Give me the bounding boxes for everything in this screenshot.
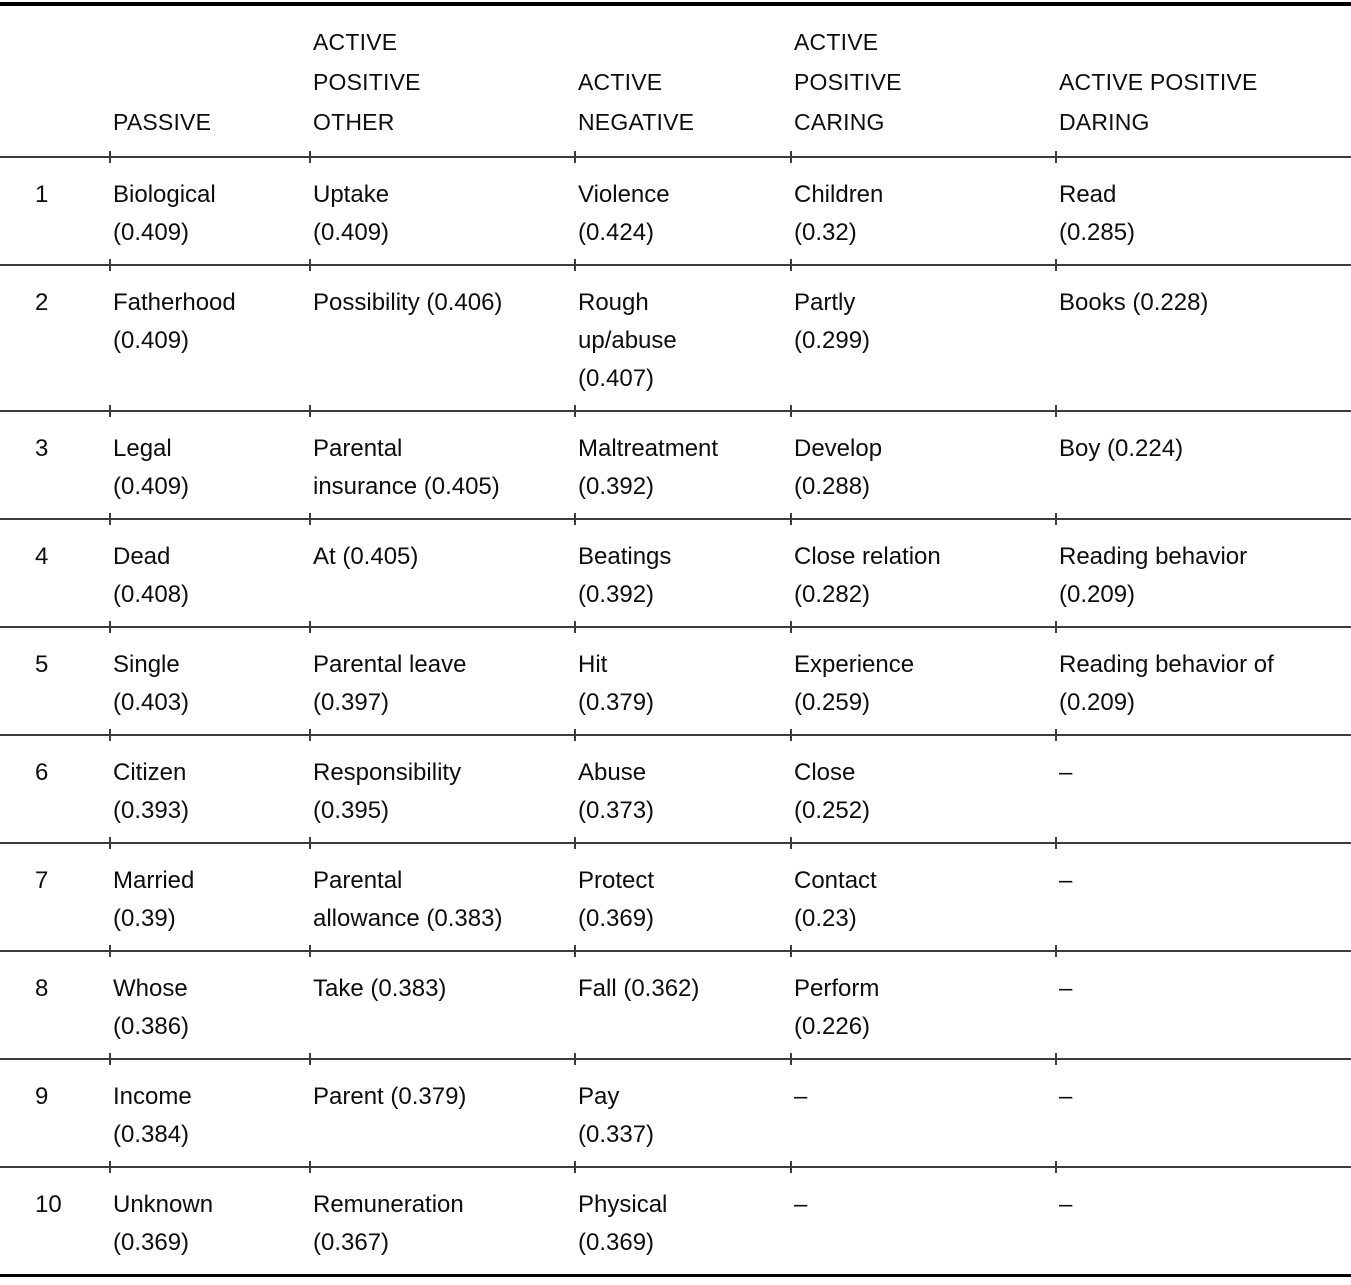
cell-line: – <box>794 1191 808 1218</box>
cell-line: (0.209) <box>1059 581 1136 608</box>
table-row <box>0 518 1351 626</box>
cell-line: Physical <box>578 1191 668 1218</box>
cell-line: Read <box>1059 181 1117 208</box>
cell-rank <box>0 1166 110 1274</box>
cell-active-negative <box>575 1058 791 1166</box>
cell-line: Remuneration <box>313 1191 464 1218</box>
cell-passive <box>110 264 310 410</box>
cell-line: Uptake <box>313 181 390 208</box>
cell-line: – <box>794 1083 808 1110</box>
column-header-active-negative <box>575 6 791 156</box>
header-line: ACTIVE <box>313 29 398 55</box>
cell-rank <box>0 1058 110 1166</box>
header-line: POSITIVE <box>794 69 902 95</box>
cell-line: At (0.405) <box>313 543 419 570</box>
header-line: PASSIVE <box>113 109 212 135</box>
rank-text: 3 <box>35 435 49 462</box>
cell-line: Fall (0.362) <box>578 975 700 1002</box>
cell-line: Violence <box>578 181 670 208</box>
cell-line: – <box>1059 1083 1073 1110</box>
cell-active-negative <box>575 950 791 1058</box>
cell-line: (0.32) <box>794 219 857 246</box>
cell-active-positive-caring <box>791 410 1056 518</box>
header-line: OTHER <box>313 109 395 135</box>
results-table <box>0 2 1351 1277</box>
cell-line: (0.373) <box>578 797 655 824</box>
header-line: POSITIVE <box>313 69 421 95</box>
cell-rank <box>0 950 110 1058</box>
cell-line: Close relation <box>794 543 941 570</box>
table-row <box>0 410 1351 518</box>
cell-line: Close <box>794 759 856 786</box>
table-row <box>0 626 1351 734</box>
cell-line: Married <box>113 867 195 894</box>
cell-active-positive-daring <box>1056 264 1351 410</box>
cell-active-negative <box>575 264 791 410</box>
cell-rank <box>0 156 110 264</box>
cell-line: Whose <box>113 975 188 1002</box>
cell-line: (0.23) <box>794 905 857 932</box>
rank-text: 5 <box>35 651 49 678</box>
cell-line: Protect <box>578 867 655 894</box>
cell-line: Unknown <box>113 1191 214 1218</box>
cell-line: Single <box>113 651 180 678</box>
cell-line: (0.367) <box>313 1229 390 1256</box>
cell-line: Hit <box>578 651 608 678</box>
cell-line: (0.337) <box>578 1121 655 1148</box>
cell-passive <box>110 1166 310 1274</box>
cell-active-positive-caring <box>791 950 1056 1058</box>
cell-line: Pay <box>578 1083 620 1110</box>
cell-line: (0.395) <box>313 797 390 824</box>
cell-line: Legal <box>113 435 172 462</box>
cell-active-positive-caring <box>791 264 1056 410</box>
cell-active-negative <box>575 1166 791 1274</box>
cell-rank <box>0 410 110 518</box>
cell-passive <box>110 1058 310 1166</box>
column-header-passive <box>110 6 310 156</box>
cell-active-positive-other <box>310 950 575 1058</box>
rank-text: 6 <box>35 759 49 786</box>
table-row <box>0 950 1351 1058</box>
cell-line: (0.379) <box>578 689 655 716</box>
cell-line: Abuse <box>578 759 647 786</box>
cell-rank <box>0 734 110 842</box>
cell-line: (0.403) <box>113 689 190 716</box>
cell-rank <box>0 264 110 410</box>
rank-text: 7 <box>35 867 49 894</box>
cell-active-positive-daring <box>1056 156 1351 264</box>
cell-active-positive-caring <box>791 156 1056 264</box>
cell-line: Rough <box>578 289 649 316</box>
rank-text: 1 <box>35 181 49 208</box>
table-row <box>0 156 1351 264</box>
table-row <box>0 1166 1351 1274</box>
cell-line: (0.409) <box>313 219 390 246</box>
cell-line: (0.259) <box>794 689 871 716</box>
header-line: ACTIVE <box>578 69 663 95</box>
cell-line: (0.397) <box>313 689 390 716</box>
column-header-active-positive-other <box>310 6 575 156</box>
cell-active-positive-daring <box>1056 626 1351 734</box>
cell-active-positive-other <box>310 156 575 264</box>
cell-line: (0.299) <box>794 327 871 354</box>
cell-line: (0.384) <box>113 1121 190 1148</box>
cell-line: (0.226) <box>794 1013 871 1040</box>
cell-line: (0.393) <box>113 797 190 824</box>
cell-line: Income <box>113 1083 192 1110</box>
cell-line: (0.409) <box>113 219 190 246</box>
cell-line: (0.288) <box>794 473 871 500</box>
cell-line: allowance (0.383) <box>313 905 503 932</box>
cell-active-positive-caring <box>791 1058 1056 1166</box>
table-row <box>0 1058 1351 1166</box>
cell-passive <box>110 842 310 950</box>
cell-active-negative <box>575 734 791 842</box>
cell-active-positive-other <box>310 734 575 842</box>
cell-line: Parental leave <box>313 651 467 678</box>
cell-active-positive-caring <box>791 518 1056 626</box>
rank-text: 2 <box>35 289 49 316</box>
cell-line: (0.407) <box>578 365 655 392</box>
cell-active-negative <box>575 626 791 734</box>
cell-line: Dead <box>113 543 171 570</box>
cell-line: Develop <box>794 435 883 462</box>
column-header-rank <box>0 6 110 156</box>
cell-line: Parent (0.379) <box>313 1083 467 1110</box>
table-body <box>0 156 1351 1274</box>
cell-line: Responsibility <box>313 759 462 786</box>
cell-line: (0.285) <box>1059 219 1136 246</box>
column-header-active-positive-daring <box>1056 6 1351 156</box>
header-line: DARING <box>1059 109 1150 135</box>
cell-passive <box>110 518 310 626</box>
cell-active-positive-caring <box>791 626 1056 734</box>
column-header-active-positive-caring <box>791 6 1056 156</box>
cell-passive <box>110 626 310 734</box>
cell-line: Maltreatment <box>578 435 719 462</box>
rank-text: 10 <box>35 1191 62 1218</box>
cell-line: Fatherhood <box>113 289 236 316</box>
cell-line: Parental <box>313 867 403 894</box>
cell-active-positive-other <box>310 1166 575 1274</box>
rank-text: 8 <box>35 975 49 1002</box>
cell-line: Experience <box>794 651 915 678</box>
page <box>0 2 1351 1285</box>
cell-active-positive-daring <box>1056 518 1351 626</box>
cell-line: (0.409) <box>113 473 190 500</box>
cell-active-positive-caring <box>791 734 1056 842</box>
cell-passive <box>110 156 310 264</box>
cell-line: insurance (0.405) <box>313 473 500 500</box>
cell-active-negative <box>575 842 791 950</box>
cell-line: – <box>1059 759 1073 786</box>
cell-line: (0.386) <box>113 1013 190 1040</box>
cell-line: Contact <box>794 867 877 894</box>
cell-line: (0.392) <box>578 473 655 500</box>
cell-line: Beatings <box>578 543 672 570</box>
cell-line: (0.209) <box>1059 689 1136 716</box>
cell-line: Partly <box>794 289 856 316</box>
cell-line: (0.409) <box>113 327 190 354</box>
cell-active-positive-daring <box>1056 842 1351 950</box>
cell-active-positive-caring <box>791 842 1056 950</box>
cell-active-negative <box>575 156 791 264</box>
cell-active-positive-daring <box>1056 734 1351 842</box>
cell-active-positive-other <box>310 626 575 734</box>
cell-line: (0.369) <box>578 1229 655 1256</box>
cell-line: – <box>1059 975 1073 1002</box>
cell-passive <box>110 734 310 842</box>
cell-active-negative <box>575 410 791 518</box>
table-header <box>0 6 1351 156</box>
cell-active-positive-other <box>310 842 575 950</box>
cell-passive <box>110 410 310 518</box>
cell-active-negative <box>575 518 791 626</box>
cell-line: Reading behavior <box>1059 543 1248 570</box>
cell-line: Boy (0.224) <box>1059 435 1184 462</box>
table-row <box>0 734 1351 842</box>
cell-line: Children <box>794 181 884 208</box>
cell-line: – <box>1059 1191 1073 1218</box>
cell-line: (0.282) <box>794 581 871 608</box>
rank-text: 4 <box>35 543 49 570</box>
cell-line: Books (0.228) <box>1059 289 1209 316</box>
cell-line: (0.39) <box>113 905 176 932</box>
cell-passive <box>110 950 310 1058</box>
cell-rank <box>0 518 110 626</box>
cell-line: up/abuse <box>578 327 677 354</box>
cell-active-positive-other <box>310 410 575 518</box>
header-line: CARING <box>794 109 885 135</box>
cell-line: (0.252) <box>794 797 871 824</box>
cell-active-positive-daring <box>1056 1058 1351 1166</box>
table-row <box>0 842 1351 950</box>
header-line: NEGATIVE <box>578 109 695 135</box>
cell-active-positive-daring <box>1056 1166 1351 1274</box>
cell-active-positive-other <box>310 1058 575 1166</box>
cell-line: Possibility (0.406) <box>313 289 503 316</box>
cell-line: Parental <box>313 435 403 462</box>
cell-line: Perform <box>794 975 880 1002</box>
cell-active-positive-daring <box>1056 410 1351 518</box>
cell-line: (0.369) <box>578 905 655 932</box>
rank-text: 9 <box>35 1083 49 1110</box>
cell-active-positive-other <box>310 264 575 410</box>
cell-line: (0.424) <box>578 219 655 246</box>
header-row <box>0 6 1351 156</box>
cell-active-positive-daring <box>1056 950 1351 1058</box>
cell-line: Biological <box>113 181 216 208</box>
cell-active-positive-caring <box>791 1166 1056 1274</box>
cell-active-positive-other <box>310 518 575 626</box>
cell-rank <box>0 842 110 950</box>
header-line: ACTIVE <box>794 29 879 55</box>
cell-line: Take (0.383) <box>313 975 447 1002</box>
cell-line: Citizen <box>113 759 187 786</box>
cell-line: (0.392) <box>578 581 655 608</box>
cell-line: Reading behavior of <box>1059 651 1274 678</box>
table-row <box>0 264 1351 410</box>
cell-rank <box>0 626 110 734</box>
cell-line: (0.369) <box>113 1229 190 1256</box>
cell-line: – <box>1059 867 1073 894</box>
cell-line: (0.408) <box>113 581 190 608</box>
header-line: ACTIVE POSITIVE <box>1059 69 1258 95</box>
